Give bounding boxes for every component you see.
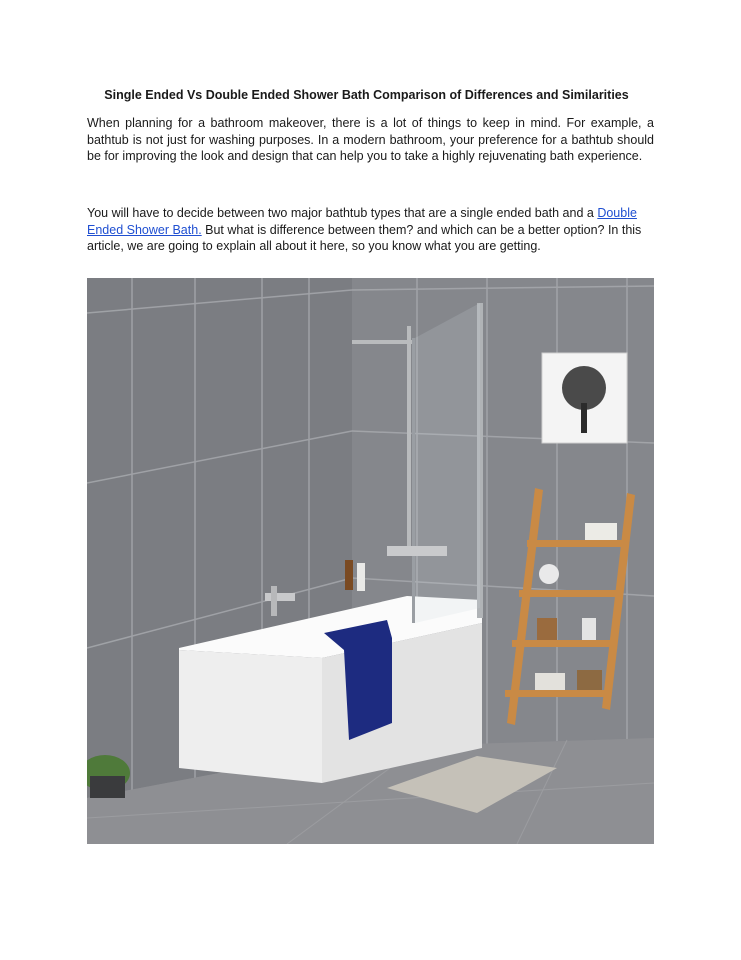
page-title: Single Ended Vs Double Ended Shower Bath Comparison of Differences and Similarities: [104, 88, 629, 102]
paragraph2-text-start: You will have to decide between two major bathtub types that are a single ended bath and a: [87, 206, 598, 220]
bathroom-photo: [87, 278, 654, 844]
double-ended-shower-bath-link[interactable]: Double Ended Shower Bath.: [87, 206, 637, 237]
paragraph2-text-end: But what is difference between them? and which can be a better option? In this article, we are going to explain all about it here, so you know what you are getting.: [87, 222, 642, 253]
second-paragraph: [87, 205, 654, 255]
intro-paragraph: When planning for a bathroom makeover, there is a lot of things to keep in mind. For example, a bathtub is not just for washing purposes. In a modern bathroom, your preference for a bathtub should be for improving the look and design that can help you to take a highly rejuvenating bath experience.: [87, 116, 654, 163]
